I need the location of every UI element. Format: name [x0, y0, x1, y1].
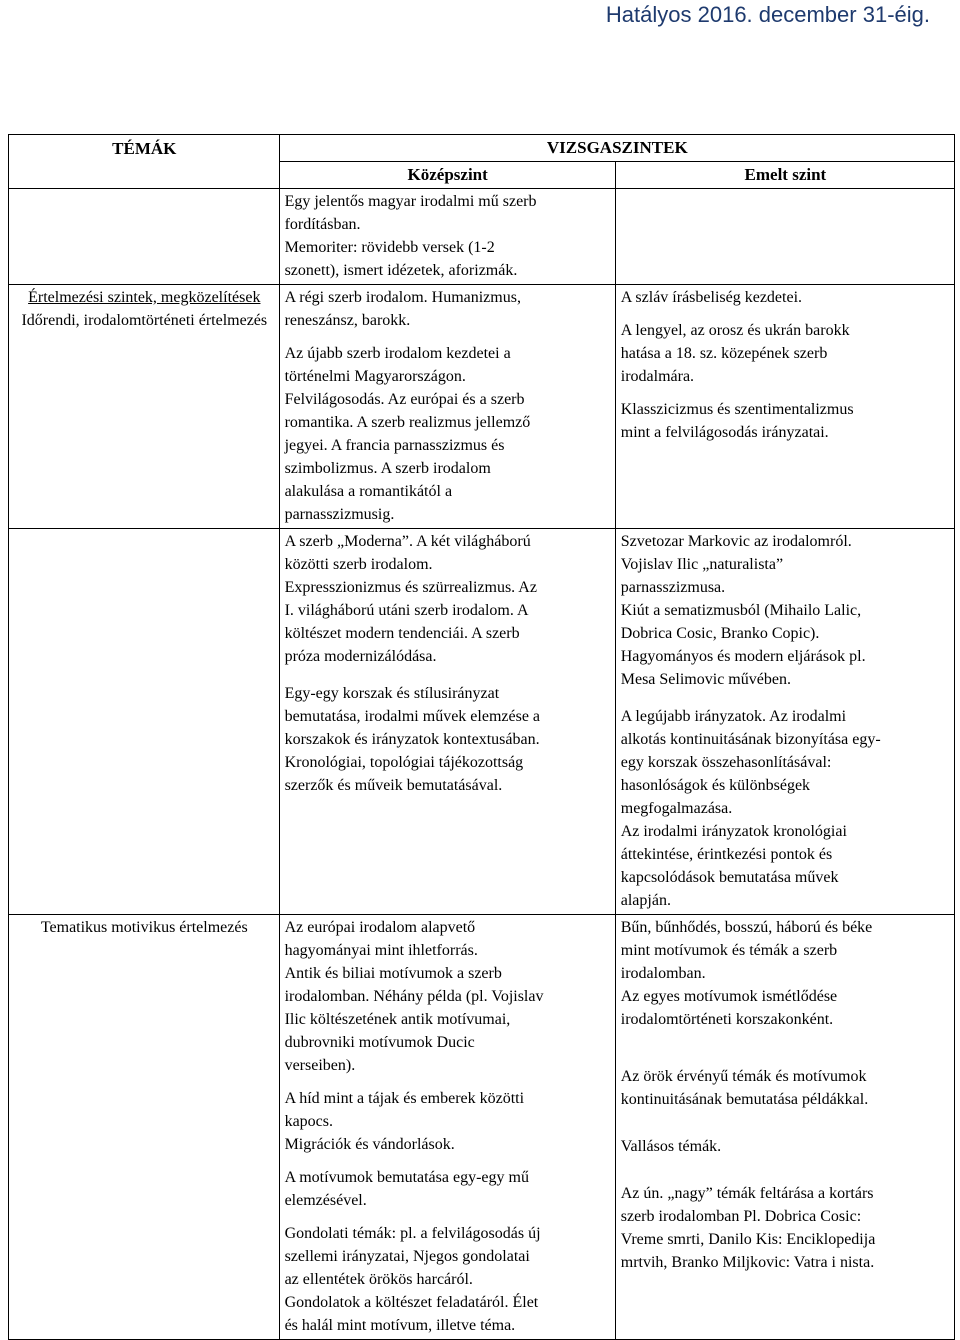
col-header-mid-level: Középszint [279, 162, 615, 189]
high-level-paragraph: Az ún. „nagy” témák feltárása a kortárs szerb irodalomban Pl. Dobrica Cosic: Vreme smrti, Danilo Kis: Enciklopedija mrtvih, Branko Miljkovic: Vatra i nista. [620, 1185, 876, 1271]
high-level-paragraph: Klasszicizmus és szentimentalizmus mint a felvilágosodás irányzatai. [620, 401, 854, 441]
theme-chronological: Időrendi, irodalomtörténeti értelmezés [21, 312, 268, 329]
mid-level-paragraph: A régi szerb irodalom. Humanizmus, reneszánsz, barokk. [284, 289, 521, 329]
table-header-row [9, 135, 955, 162]
theme-thematic-motivic: Tematikus motivikus értelmezés [40, 919, 248, 936]
table-row [9, 285, 955, 529]
high-level-paragraph: A szláv írásbeliség kezdetei. [620, 289, 803, 306]
theme-interpretation-levels: Értelmezési szintek, megközelítések [28, 289, 261, 306]
high-level-paragraph: Bűn, bűnhődés, bosszú, háború és béke mint motívumok és témák a szerb irodalomban. Az egyes motívumok ismétlődése irodalomtörténeti korszakonként. [620, 919, 873, 1028]
mid-level-cell [279, 189, 615, 285]
theme-cell [9, 915, 280, 1340]
high-level-paragraph: A legújabb irányzatok. Az irodalmi alkotás kontinuitásának bizonyítása egy- egy korszak összehasonlításával: hasonlóságok és különbségek megfogalmazása. Az irodalmi irányzatok kronológiai áttekintése, érintkezési pontok és kapcsolódások bemutatása művek alapján. [620, 708, 881, 909]
theme-cell [9, 285, 280, 529]
high-level-cell [615, 915, 954, 1340]
mid-level-cell [279, 915, 615, 1340]
high-level-paragraph: Az örök érvényű témák és motívumok kontinuitásának bemutatása példákkal. [620, 1068, 869, 1108]
mid-level-paragraph: A szerb „Moderna”. A két világháború közötti szerb irodalom. Expresszionizmus és szürrealizmus. Az I. világháború utáni szerb irodalom. A költészet modern tendenciái. A szerb próza modernizálódása. [284, 533, 537, 665]
high-level-paragraph: Szvetozar Markovic az irodalomról. Vojislav Ilic „naturalista” parnasszizmusa. Kiút a sematizmusból (Mihailo Lalic, Dobrica Cosic, Branko Copic). Hagyományos és modern eljárások pl. Mesa Selimovic művében. [620, 533, 866, 688]
mid-level-cell [279, 529, 615, 915]
theme-cell [9, 189, 280, 285]
mid-level-paragraph: Egy-egy korszak és stílusirányzat bemutatása, irodalmi művek elemzése a korszakok és irányzatok kontextusában. Kronológiai, topológiai tájékozottság szerzők és műveik bemutatásával. [284, 685, 541, 794]
mid-level-paragraph: Egy jelentős magyar irodalmi mű szerb fordításban. Memoriter: rövidebb versek (1-2 szonett), ismert idézetek, aforizmák. [284, 193, 537, 279]
table-row [9, 189, 955, 285]
mid-level-paragraph: Az európai irodalom alapvető hagyományai mint ihletforrás. Antik és biliai motívumok a szerb irodalomban. Néhány példa (pl. Vojislav Ilic költészetének antik motívumai, dubrovniki motívumok Ducic verseiben). [284, 919, 544, 1074]
mid-level-cell [279, 285, 615, 529]
mid-level-paragraph: A motívumok bemutatása egy-egy mű elemzésével. [284, 1169, 529, 1209]
validity-header: Hatályos 2016. december 31-éig. [605, 2, 930, 27]
mid-level-paragraph: Gondolati témák: pl. a felvilágosodás új szellemi irányzatai, Njegos gondolatai az ellentétek örökös harcáról. Gondolatok a költészet feladatáról. Élet és halál mint motívum, illetve téma. [284, 1225, 541, 1334]
col-header-topics: TÉMÁK [9, 135, 280, 189]
high-level-cell [615, 529, 954, 915]
theme-cell [9, 529, 280, 915]
high-level-cell [615, 285, 954, 529]
mid-level-paragraph: A híd mint a tájak és emberek közötti kapocs. Migrációk és vándorlások. [284, 1090, 525, 1153]
high-level-paragraph: Vallásos témák. [620, 1138, 722, 1155]
table-row [9, 529, 955, 915]
exam-topics-table [8, 134, 955, 1340]
col-header-high-level: Emelt szint [615, 162, 954, 189]
mid-level-paragraph: Az újabb szerb irodalom kezdetei a történelmi Magyarországon. Felvilágosodás. Az európai és a szerb romantika. A szerb realizmus jellemző jegyei. A francia parnasszizmus és szimbolizmus. A szerb irodalom alakulása a romantikától a parnasszizmusig. [284, 345, 531, 523]
high-level-paragraph: A lengyel, az orosz és ukrán barokk hatása a 18. sz. közepének szerb irodalmára. [620, 322, 850, 385]
high-level-cell [615, 189, 954, 285]
table-row [9, 915, 955, 1340]
col-header-exam-levels: VIZSGASZINTEK [279, 135, 954, 162]
